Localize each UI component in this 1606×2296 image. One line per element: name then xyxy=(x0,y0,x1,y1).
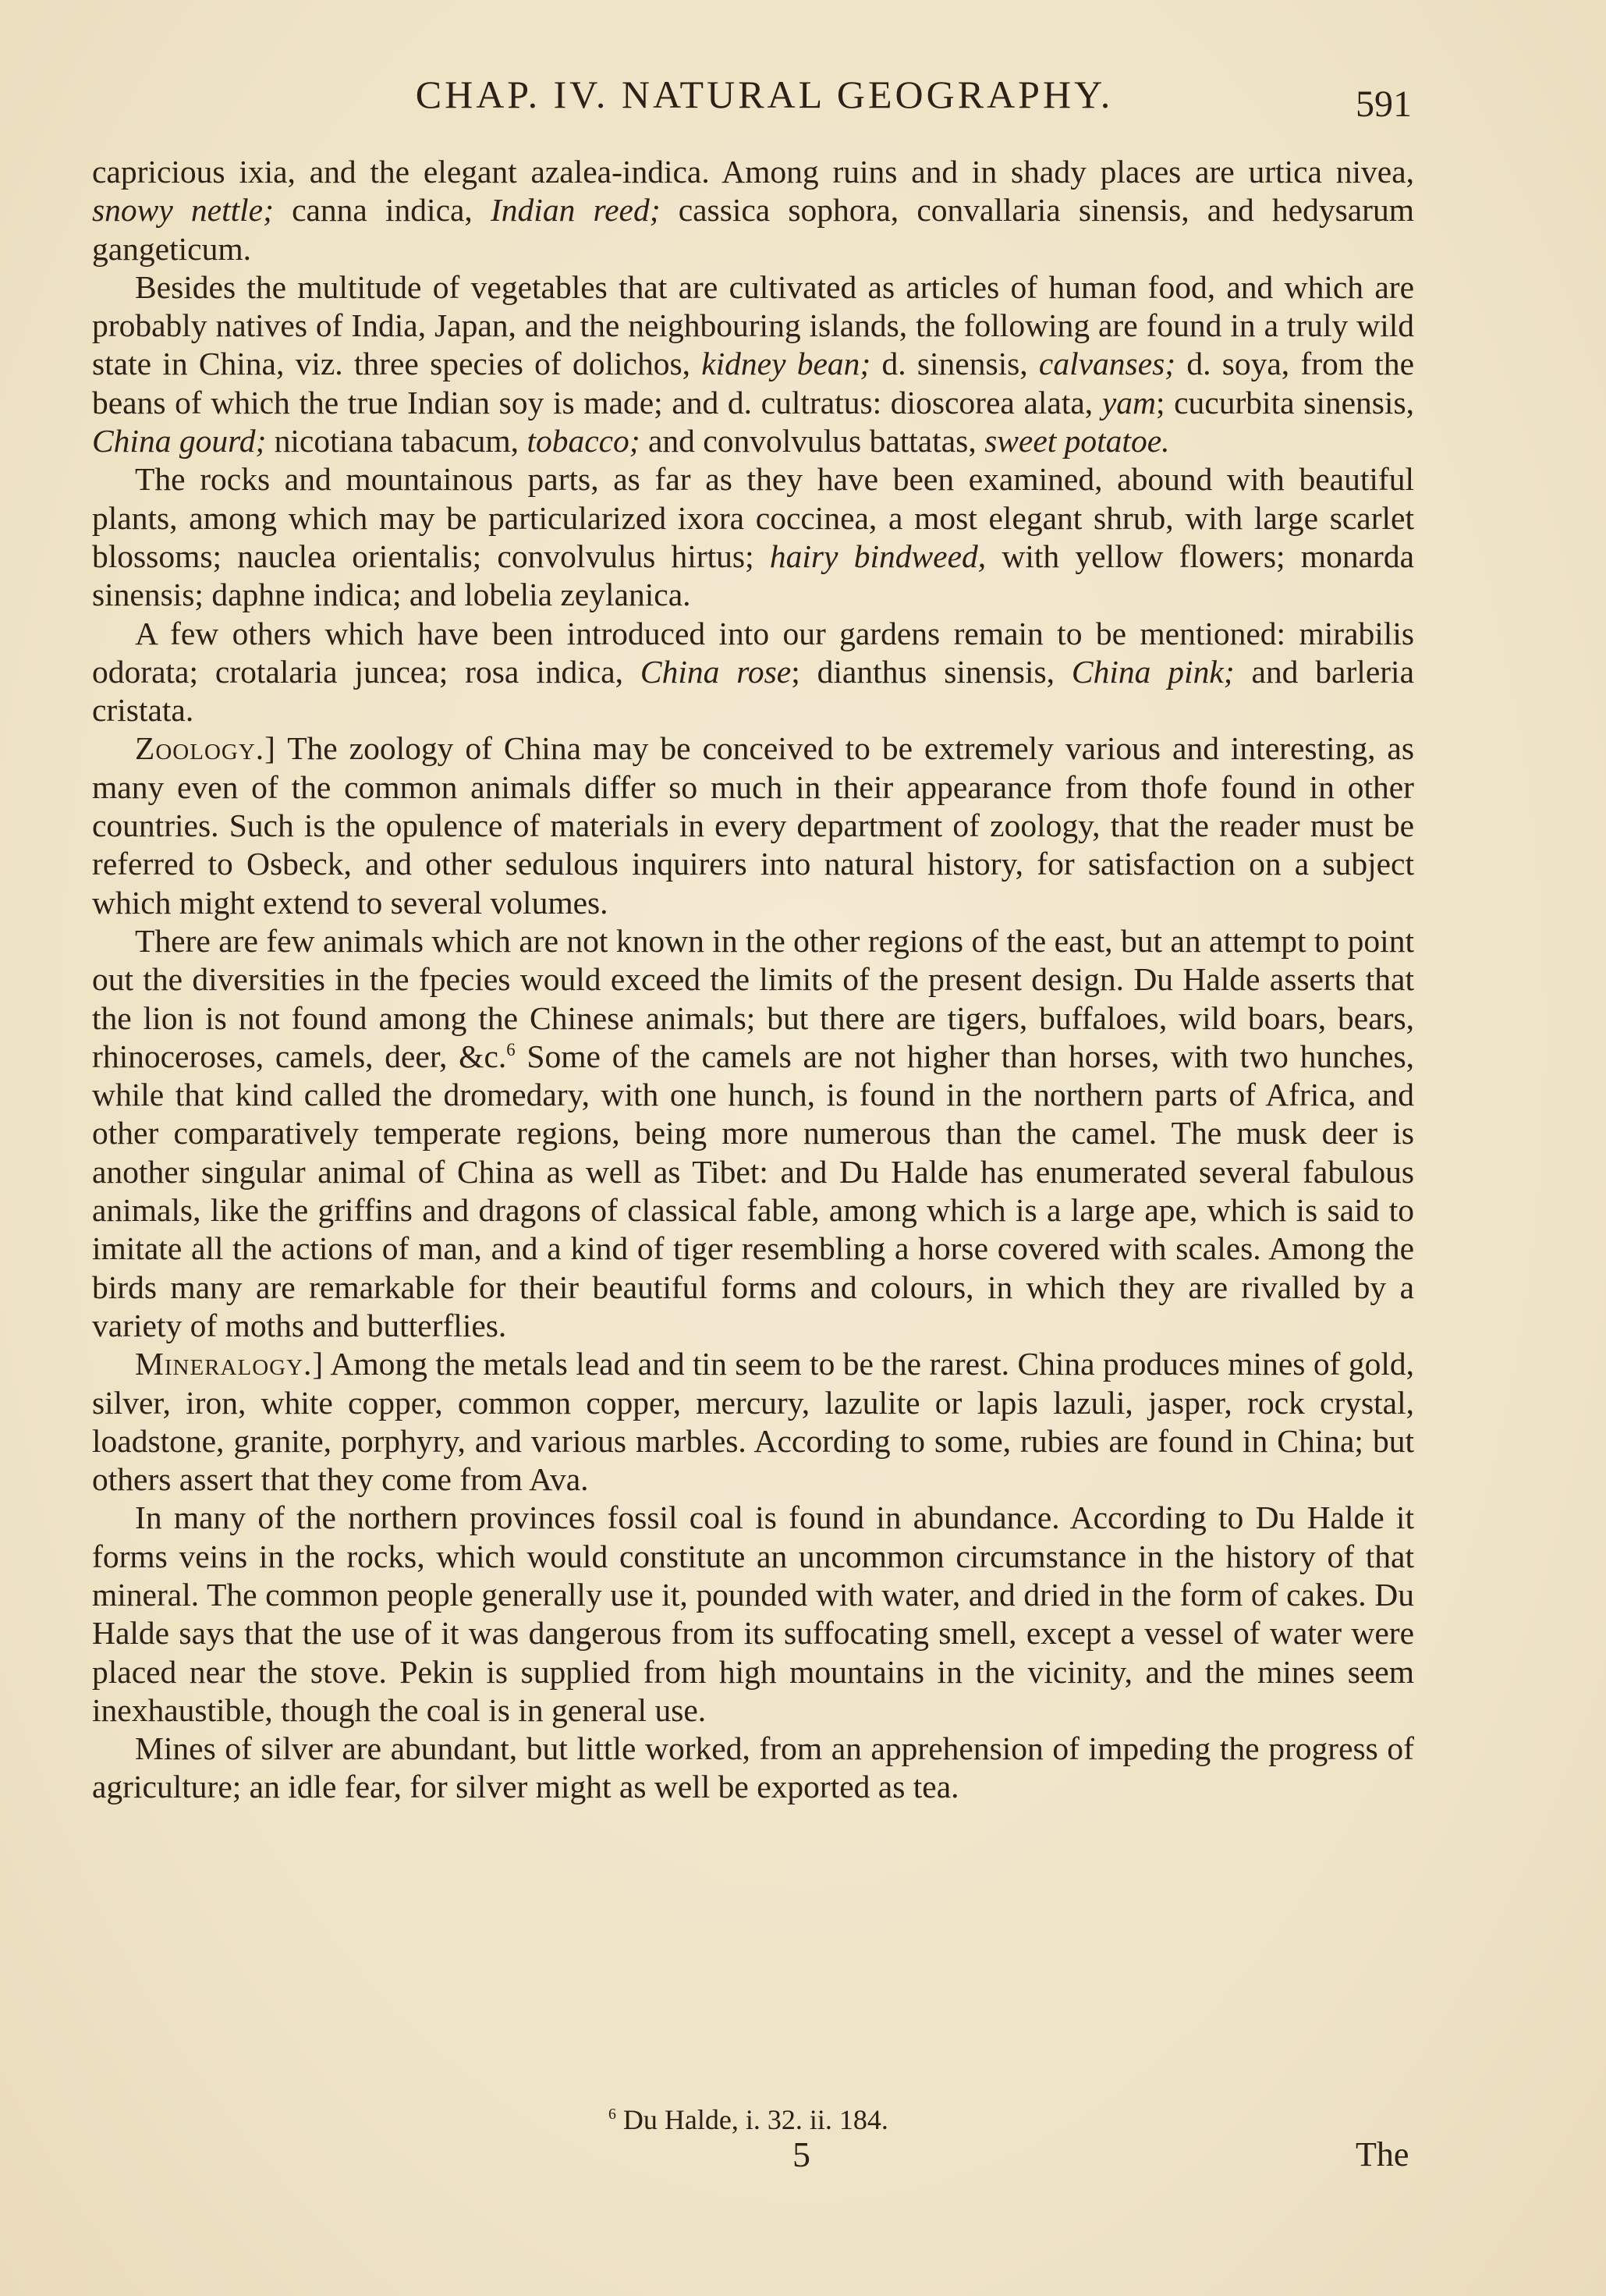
footnote-marker: 6 xyxy=(608,2106,616,2123)
section-heading-zoology: Zoology.] xyxy=(135,730,276,767)
paragraph-flora-continued: capricious ixia, and the elegant azalea-indica. Among ruins and in shady places are urtica nivea, snowy nettle; canna indica, Indian reed; cassica sophora, convallaria sinensis, and hedysarum gangeticum. xyxy=(92,154,1414,267)
section-heading-mineralogy: Mineralogy.] xyxy=(135,1346,324,1382)
running-title: CHAP. IV. NATURAL GEOGRAPHY. xyxy=(415,73,1114,116)
page-number: 591 xyxy=(1356,83,1412,125)
body-text xyxy=(92,153,1414,1807)
signature-mark: 5 xyxy=(792,2135,810,2174)
paragraph-mountain-plants: The rocks and mountainous parts, as far as they have been examined, abound with beautiful plants, among which may be particularized ixora coccinea, a most elegant shrub, with large scarlet blossoms; nauclea orientalis; convolvulus hirtus; hairy bindweed, with yellow flowers; monarda sinensis; daphne indica; and lobelia zeylanica. xyxy=(92,461,1414,613)
paragraph-wild-vegetables: Besides the multitude of vegetables that are cultivated as articles of human food, and which are probably natives of India, Japan, and the neighbouring islands, the following are found in a truly wild state in China, viz. three species of dolichos, kidney bean; d. sinensis, calvanses; d. soya, from the beans of which the true Indian soy is made; and d. cultratus: dioscorea alata, yam; cucurbita sinensis, China gourd; nicotiana tabacum, tobacco; and convolvulus battatas, sweet potatoe. xyxy=(92,268,1415,460)
footnote: $^6$ Du Halde, i. 32. ii. 184. xyxy=(608,2104,888,2135)
paragraph-mineralogy: Mineralogy.] Among the metals lead and tin seem to be the rarest. China produces mines of gold, silver, iron, white copper, common copper, mercury, lazulite or lapis lazuli, jasper, rock crystal, loadstone, granite, porphyry, and various marbles. According to some, rubies are found in China; but others assert that they come from Ava. xyxy=(92,1346,1414,1498)
paragraph-silver: Mines of silver are abundant, but little worked, from an apprehension of impeding the progress of agriculture; an idle fear, for silver might as well be exported as tea. xyxy=(92,1730,1414,1805)
paragraph-zoology: Zoology.] The zoology of China may be conceived to be extremely various and interesting, as many even of the common animals differ so much in their appearance from thofe found in other countries. Such is the opulence of materials in every department of zoology, that the reader must be referred to Osbeck, and other sedulous inquirers into natural history, for satisfaction on a subject which might extend to several volumes. xyxy=(92,730,1414,921)
paragraph-garden-plants: A few others which have been introduced into our gardens remain to be mentioned: mirabilis odorata; crotalaria juncea; rosa indica, China rose; dianthus sinensis, China pink; and barleria cristata. xyxy=(92,615,1415,729)
paragraph-animals: There are few animals which are not known in the other regions of the east, but an attempt to point out the diversities in the fpecies would exceed the limits of the present design. Du Halde asserts that the lion is not found among the Chinese animals; but there are tigers, buffaloes, wild boars, bears, rhinoceroses, camels, deer, &c.$^6$ Some of the camels are not higher than horses, with two hunches, while that kind called the dromedary, with one hunch, is found in the northern parts of Africa, and other comparatively temperate regions, being more numerous than the camel. The musk deer is another singular animal of China as well as Tibet: and Du Halde has enumerated several fabulous animals, like the griffins and dragons of classical fable, among which is a large ape, which is said to imitate all the actions of man, and a kind of tiger resembling a horse covered with scales. Among the birds many are remarkable for their beautiful forms and colours, in which they are rivalled by a variety of moths and butterflies. xyxy=(92,922,1414,1343)
footnote-reference: 6 xyxy=(506,1040,516,1059)
paragraph-coal: In many of the northern provinces fossil coal is found in abundance. According to Du Halde it forms veins in the rocks, which would constitute an uncommon circumstance in the history of that mineral. The common people generally use it, pounded with water, and dried in the form of cakes. Du Halde says that the use of it was dangerous from its suffocating smell, except a vessel of water were placed near the stove. Pekin is supplied from high mountains in the vicinity, and the mines seem inexhaustible, though the coal is in general use. xyxy=(92,1499,1414,1728)
catchword: The xyxy=(1356,2135,1409,2174)
